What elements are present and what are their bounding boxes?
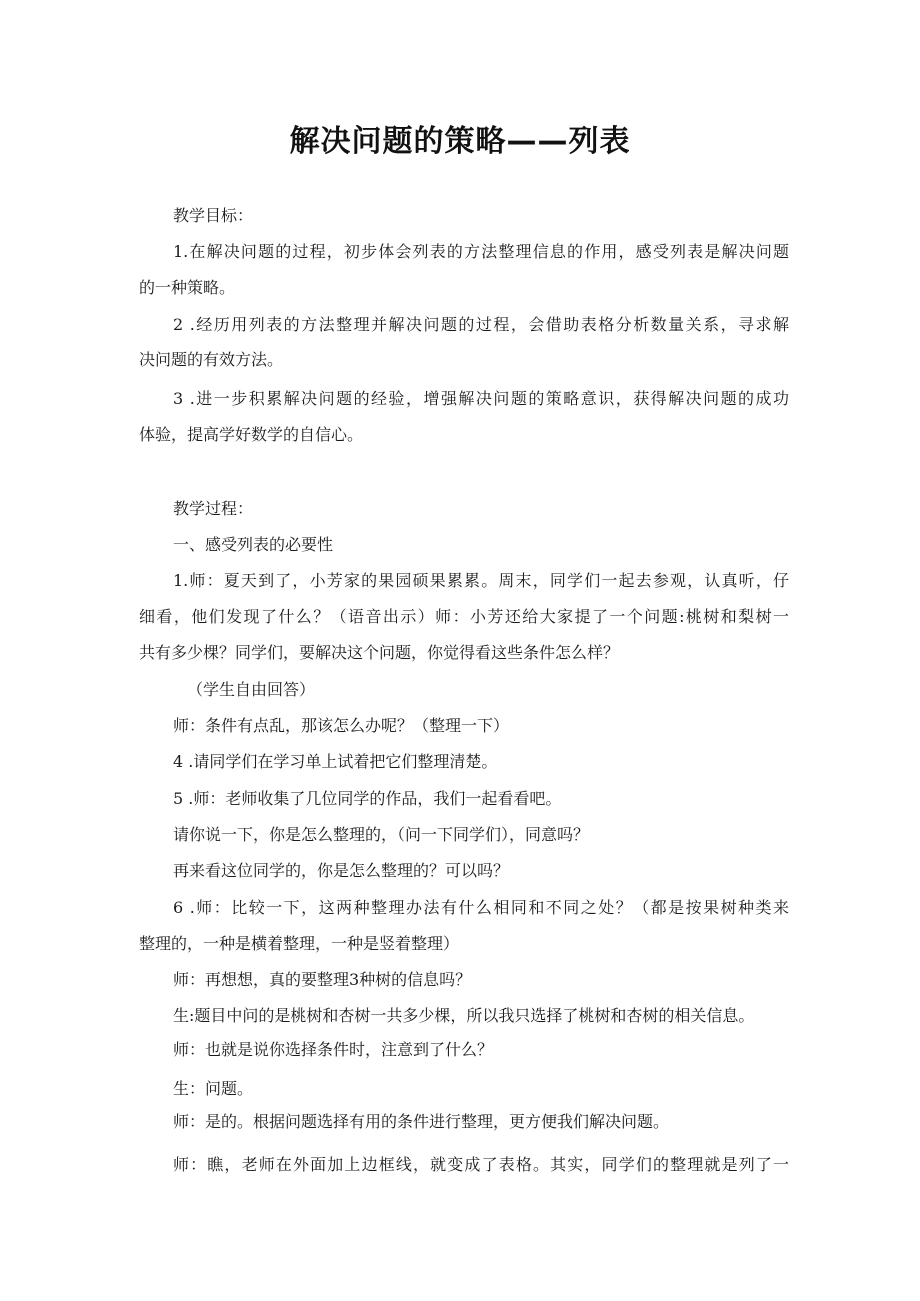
section-1-heading: 一、感受列表的必要性 bbox=[173, 535, 334, 554]
objective-2-line-2: 决问题的有效方法。 bbox=[139, 350, 284, 369]
objective-1-line-2: 的一种策略。 bbox=[139, 278, 236, 297]
step-6-line-2: 整理的，一种是横着整理，一种是竖着整理） bbox=[139, 934, 460, 953]
teacher-messy: 师：条件有点乱，那该怎么办呢？（整理一下） bbox=[173, 716, 510, 735]
step-6-line-1: 6 .师：比较一下，这两种整理办法有什么相同和不同之处？（都是按果树种类来 bbox=[173, 898, 789, 917]
para-1-line-2: 细看，他们发现了什么？（语音出示）师：小芳还给大家提了一个问题:桃树和梨树一 bbox=[139, 607, 789, 626]
para-1-line-1: 1.师：夏天到了，小芳家的果园硕果累累。周末，同学们一起去参观，认真听，仔 bbox=[173, 571, 789, 590]
objective-3-line-2: 体验，提高学好数学的自信心。 bbox=[139, 425, 364, 444]
process-heading: 教学过程： bbox=[173, 499, 254, 518]
teacher-yes: 师：是的。根据问题选择有用的条件进行整理，更方便我们解决问题。 bbox=[173, 1112, 670, 1131]
student-reply: 生:题目中问的是桃树和杏树一共多少棵，所以我只选择了桃树和杏树的相关信息。 bbox=[173, 1006, 755, 1025]
objective-3-line-1: 3 .进一步积累解决问题的经验，增强解决问题的策略意识，获得解决问题的成功 bbox=[173, 389, 789, 408]
student-free-answer: （学生自由回答） bbox=[187, 680, 316, 699]
look-again: 再来看这位同学的，你是怎么整理的？可以吗？ bbox=[173, 861, 510, 880]
step-5: 5 .师：老师收集了几位同学的作品，我们一起看看吧。 bbox=[173, 789, 562, 808]
page-title: 解决问题的策略——列表 bbox=[289, 124, 631, 159]
teacher-notice: 师：也就是说你选择条件时，注意到了什么？ bbox=[173, 1040, 494, 1059]
objective-2-line-1: 2 .经历用列表的方法整理并解决问题的过程，会借助表格分析数量关系，寻求解 bbox=[173, 315, 789, 334]
teacher-think: 师：再想想，真的要整理3种树的信息吗？ bbox=[173, 970, 472, 989]
objectives-heading: 教学目标： bbox=[173, 206, 254, 225]
teacher-table: 师：瞧，老师在外面加上边框线，就变成了表格。其实，同学们的整理就是列了一 bbox=[173, 1155, 789, 1174]
step-4: 4 .请同学们在学习单上试着把它们整理清楚。 bbox=[173, 752, 498, 771]
para-1-line-3: 共有多少棵？同学们，要解决这个问题，你觉得看这些条件怎么样？ bbox=[139, 643, 620, 662]
student-question: 生：问题。 bbox=[173, 1079, 254, 1098]
ask-how: 请你说一下，你是怎么整理的，（问一下同学们），同意吗？ bbox=[173, 825, 590, 844]
objective-1-line-1: 1.在解决问题的过程，初步体会列表的方法整理信息的作用，感受列表是解决问题 bbox=[173, 242, 789, 261]
